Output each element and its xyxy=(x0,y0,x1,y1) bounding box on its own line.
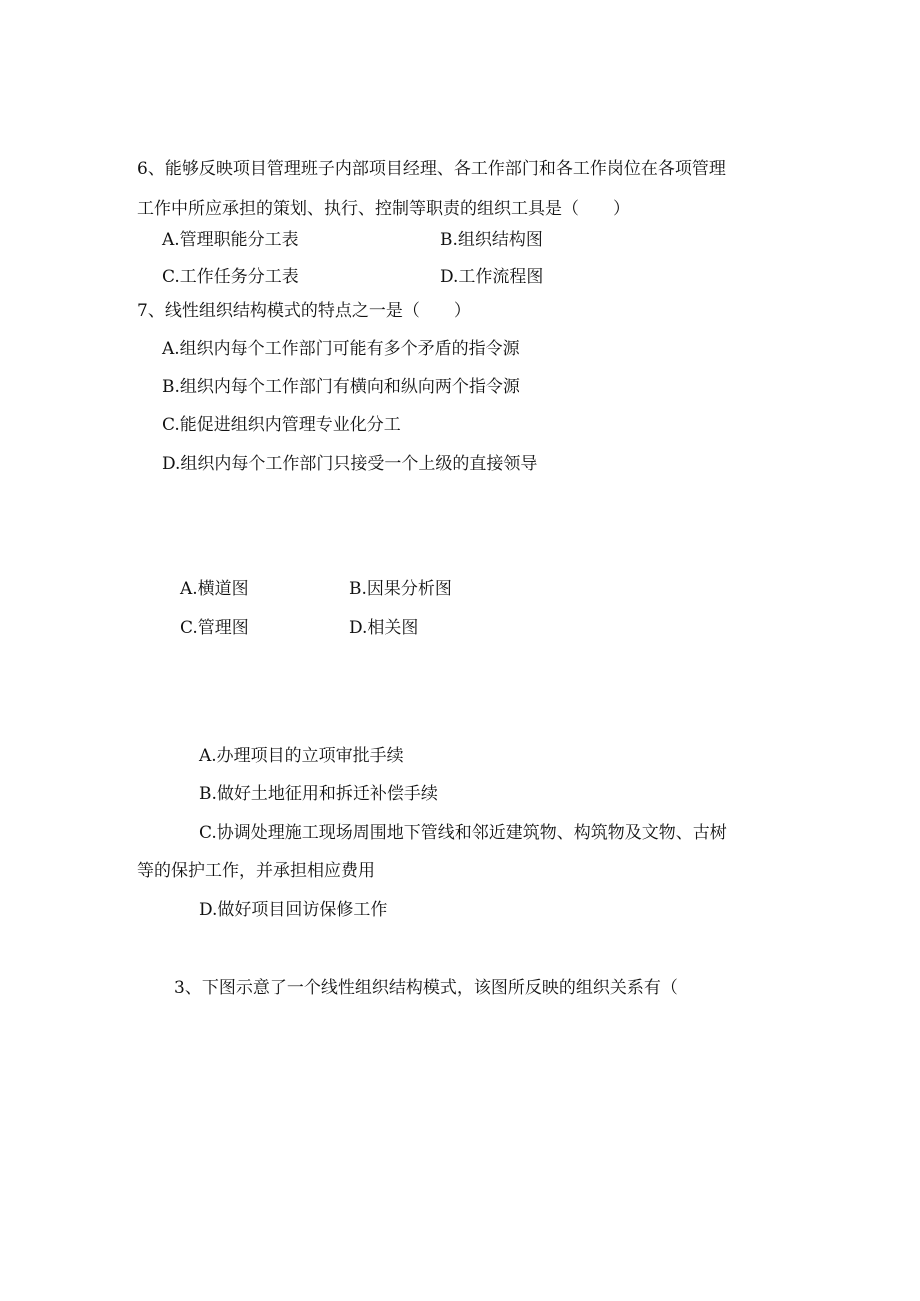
q7-option-b: B.组织内每个工作部门有横向和纵向两个指令源 xyxy=(162,377,520,397)
q6-option-d: D.工作流程图 xyxy=(440,267,544,287)
q6-stem-line1: 6、能够反映项目管理班子内部项目经理、各工作部门和各工作岗位在各项管理 xyxy=(137,159,726,179)
q3-stem: 3、下图示意了一个线性组织结构模式，该图所反映的组织关系有（ xyxy=(174,978,678,998)
owner-option-c-line1: C.协调处理施工现场周围地下管线和邻近建筑物、构筑物及文物、古树 xyxy=(199,823,727,843)
q6-option-a: A.管理职能分工表 xyxy=(162,230,299,250)
owner-option-c-line2: 等的保护工作，并承担相应费用 xyxy=(137,861,375,881)
q7-option-a: A.组织内每个工作部门可能有多个矛盾的指令源 xyxy=(162,339,520,359)
q7-stem: 7、线性组织结构模式的特点之一是（ ） xyxy=(137,301,471,321)
tools-option-d: D.相关图 xyxy=(349,618,419,638)
q7-option-d: D.组织内每个工作部门只接受一个上级的直接领导 xyxy=(162,454,538,474)
tools-option-a: A.横道图 xyxy=(180,579,249,599)
q6-stem-line2: 工作中所应承担的策划、执行、控制等职责的组织工具是（ ） xyxy=(137,199,630,219)
owner-option-d: D.做好项目回访保修工作 xyxy=(199,900,388,920)
owner-option-a: A.办理项目的立项审批手续 xyxy=(199,746,404,766)
q6-option-c: C.工作任务分工表 xyxy=(162,267,299,287)
tools-option-b: B.因果分析图 xyxy=(349,579,452,599)
owner-option-b: B.做好土地征用和拆迁补偿手续 xyxy=(199,784,438,804)
q7-option-c: C.能促进组织内管理专业化分工 xyxy=(162,415,401,435)
tools-option-c: C.管理图 xyxy=(180,618,249,638)
q6-option-b: B.组织结构图 xyxy=(440,230,543,250)
